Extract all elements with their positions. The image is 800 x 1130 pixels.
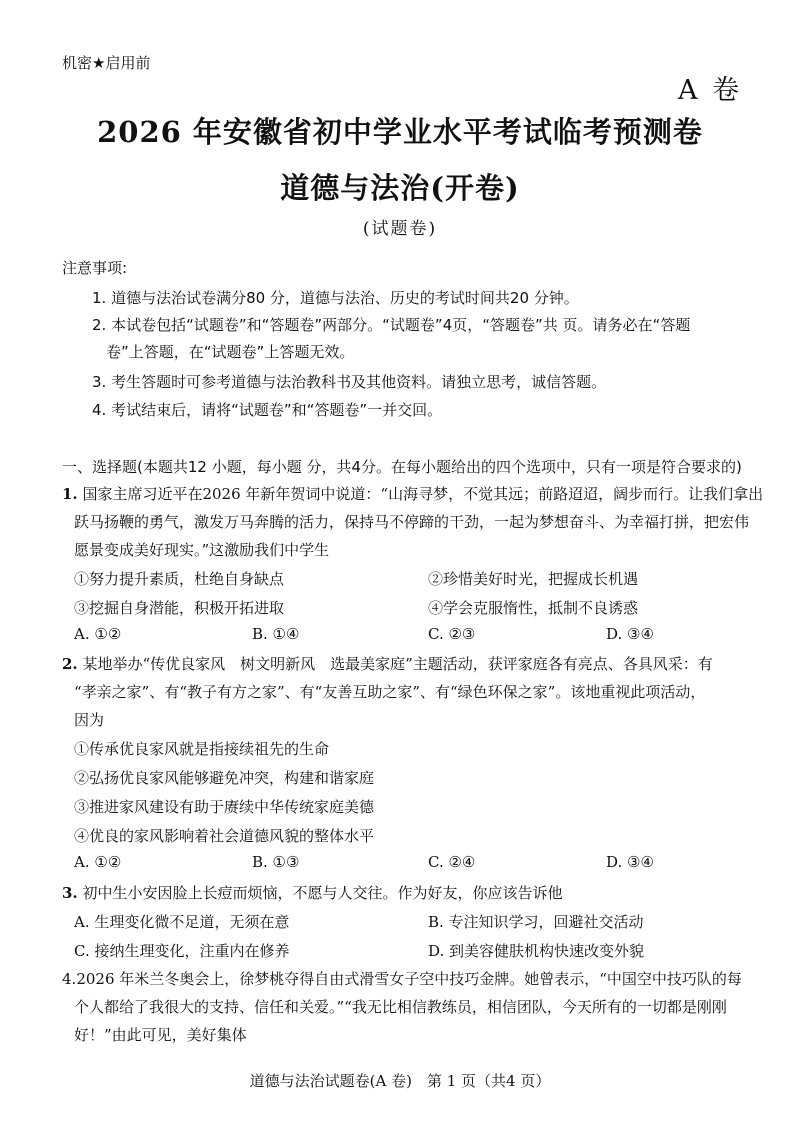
statement: ①传承优良家风就是指接续祖先的生命 [74, 740, 330, 758]
question-number: 3. [62, 884, 78, 902]
statement: ④优良的家风影响着社会道德风貌的整体水平 [74, 827, 375, 845]
question-text: 国家主席习近平在2026 年新年贺词中说道：“山海寻梦，不觉其远；前路迢迢，阔步而行。让我们拿出 [82, 485, 764, 503]
page-footer: 道德与法治试题卷(A 卷) 第 1 页（共4 页） [249, 1072, 551, 1090]
question-text: 因为 [74, 711, 105, 729]
confidential-label: 机密★启用前 [62, 54, 151, 72]
answer-option: A. ①② [74, 625, 122, 643]
statement: ①努力提升素质，杜绝自身缺点 [74, 570, 285, 588]
statement: ③推进家风建设有助于赓续中华传统家庭美德 [74, 798, 375, 816]
question-4-stem [62, 968, 742, 989]
question-text: 个人都给了我很大的支持、信任和关爱。”“我无比相信教练员，相信团队，今天所有的一切都是刚刚 [74, 998, 727, 1016]
question-2-stem [62, 653, 713, 674]
notes-heading: 注意事项: [62, 259, 128, 277]
note-item: 2. 本试卷包括“试题卷”和“答题卷”两部分。“试题卷”4页，“答题卷”共 页。请务必在“答题 [92, 316, 691, 334]
statement: ②珍惜美好时光，把握成长机遇 [428, 570, 639, 588]
question-text: 跃马扬鞭的勇气，激发万马奔腾的活力，保持马不停蹄的干劲，一起为梦想奋斗、为幸福打拼，把宏伟 [74, 513, 750, 531]
statement: ④学会克服惰性，抵制不良诱惑 [428, 599, 639, 617]
answer-option: C. 接纳生理变化，注重内在修养 [74, 942, 290, 960]
question-number: 2. [62, 655, 78, 673]
statement: ②弘扬优良家风能够避免冲突，构建和谐家庭 [74, 769, 375, 787]
answer-option: D. ③④ [606, 853, 654, 871]
exam-title: 2026 年安徽省初中学业水平考试临考预测卷 [97, 115, 703, 149]
answer-option: B. 专注知识学习，回避社交活动 [428, 913, 644, 931]
question-text: 初中生小安因脸上长痘而烦恼，不愿与人交往。作为好友，你应该告诉他 [82, 884, 563, 902]
answer-option: A. 生理变化微不足道，无须在意 [74, 913, 290, 931]
paper-version: A 卷 [678, 75, 743, 106]
note-item: 4. 考试结束后，请将“试题卷”和“答题卷”一并交回。 [92, 401, 443, 419]
question-text: 好！”由此可见，美好集体 [74, 1026, 247, 1044]
question-3-stem [62, 882, 562, 903]
answer-option: C. ②④ [428, 853, 476, 871]
question-text: 2026 年米兰冬奥会上，徐梦桃夺得自由式滑雪女子空中技巧金牌。她曾表示，“中国空中技巧队的每 [76, 970, 742, 988]
answer-option: D. 到美容健肤机构快速改变外貌 [428, 942, 645, 960]
answer-option: B. ①④ [252, 625, 300, 643]
note-item: 1. 道德与法治试卷满分80 分，道德与法治、历史的考试时间共20 分钟。 [92, 289, 579, 307]
question-number: 1. [62, 485, 78, 503]
answer-option: A. ①② [74, 853, 122, 871]
paper-type: (试题卷) [362, 219, 438, 239]
answer-option: C. ②③ [428, 625, 476, 643]
subject-title: 道德与法治(开卷) [280, 171, 520, 205]
answer-option: B. ①③ [252, 853, 300, 871]
question-1-stem [62, 483, 763, 504]
statement: ③挖掘自身潜能，积极开拓进取 [74, 599, 285, 617]
question-text: “孝亲之家”、有“教子有方之家”、有“友善互助之家”、有“绿色环保之家”。该地重视此项活动， [74, 683, 706, 701]
section-heading: 一、选择题(本题共12 小题，每小题 分，共4分。在每小题给出的四个选项中，只有一项是符合要求的) [62, 458, 742, 476]
note-item: 卷”上答题，在“试题卷”上答题无效。 [106, 343, 355, 361]
note-item: 3. 考生答题时可参考道德与法治教科书及其他资料。请独立思考，诚信答题。 [92, 373, 607, 391]
answer-option: D. ③④ [606, 625, 654, 643]
question-text: 某地举办“传优良家风 树文明新风 选最美家庭”主题活动，获评家庭各有亮点、各具风采：有 [82, 655, 713, 673]
question-text: 愿景变成美好现实。”这激励我们中学生 [74, 541, 330, 559]
question-number: 4. [62, 970, 77, 988]
